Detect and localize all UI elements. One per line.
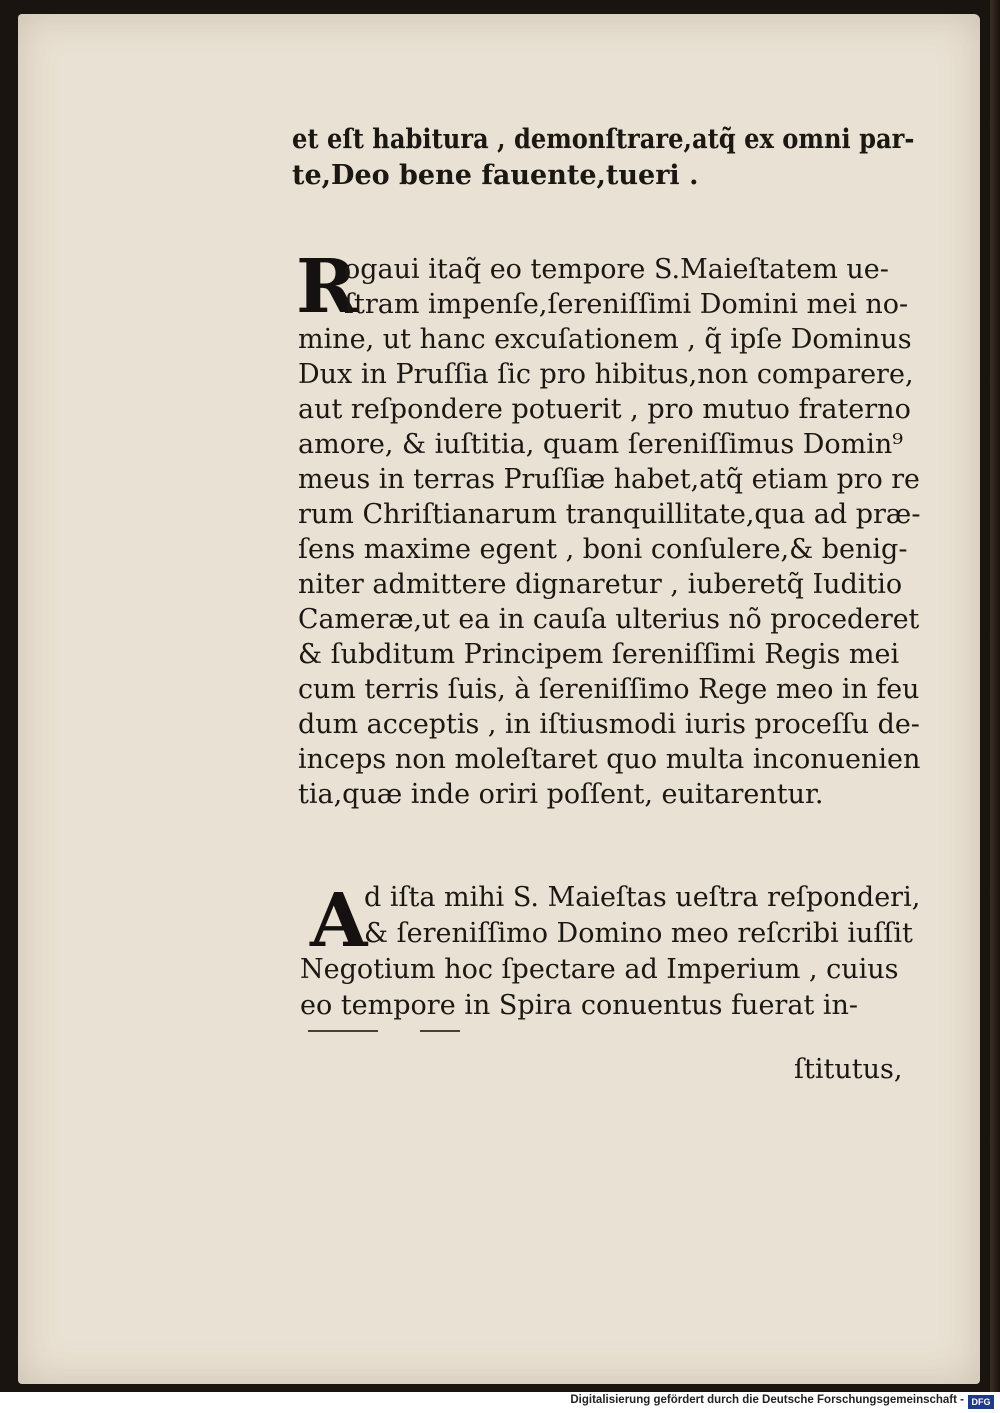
page-edge (990, 0, 1000, 1392)
text-line: rum Chriſtianarum tranquillitate,qua ad præ- (298, 499, 921, 530)
catchword: ſtitutus, (794, 1054, 903, 1085)
drop-cap-r: R (296, 244, 358, 330)
text-line: & ſereniſſimo Domino meo reſcribi iuſſit (364, 918, 913, 949)
text-line: eo tempore in Spira conuentus fuerat in- (300, 990, 859, 1021)
text-line: d iſta mihi S. Maieſtas ueſtra reſponderi, (364, 882, 921, 913)
print-rule (420, 1030, 460, 1032)
text-line: et eſt habitura , demonſtrare,atq̃ ex omni par- (292, 124, 915, 155)
digitization-footer (0, 1392, 1000, 1413)
print-rule (308, 1030, 378, 1032)
text-line: aut reſpondere potuerit , pro mutuo fraterno (298, 394, 911, 425)
text-line: ogaui itaq̃ eo tempore S.Maieſtatem ue- (344, 254, 889, 285)
text-line: dum acceptis , in iſtiusmodi iuris proceſſu de- (298, 709, 920, 740)
text-line: mine, ut hanc excuſationem , q̃ ipſe Dominus (298, 324, 912, 355)
text-line: ſens maxime egent , boni conſulere,& benig- (298, 534, 908, 565)
text-line: ſtram impenſe,ſereniſſimi Domini mei no- (344, 289, 909, 320)
text-line: Negotium hoc ſpectare ad Imperium , cuius (300, 954, 899, 985)
text-line: amore, & iuſtitia, quam ſereniſſimus Domin⁹ (298, 429, 904, 460)
footer-credit: Digitalisierung gefördert durch die Deutsche Forschungsgemeinschaft - (570, 1394, 964, 1406)
dfg-logo: DFG (968, 1395, 994, 1409)
text-line: inceps non moleſtaret quo multa inconuenien (298, 744, 921, 775)
text-line: te,Deo bene fauente,tueri . (292, 160, 699, 191)
text-line: Cameræ,ut ea in cauſa ulterius nõ procederet (298, 604, 920, 635)
text-line: meus in terras Pruſſiæ habet,atq̃ etiam pro re (298, 464, 920, 495)
drop-cap-a: A (310, 878, 368, 964)
text-line: niter admittere dignaretur , iuberetq̃ Iuditio (298, 569, 903, 600)
text-line: tia,quæ inde oriri poſſent, euitarentur. (298, 779, 824, 810)
text-line: & ſubditum Principem ſereniſſimi Regis mei (298, 639, 900, 670)
text-line: Dux in Pruſſia ſic pro hibitus,non comparere, (298, 359, 914, 390)
text-line: cum terris ſuis, à ſereniſſimo Rege meo in feu (298, 674, 920, 705)
book-page (18, 14, 980, 1384)
